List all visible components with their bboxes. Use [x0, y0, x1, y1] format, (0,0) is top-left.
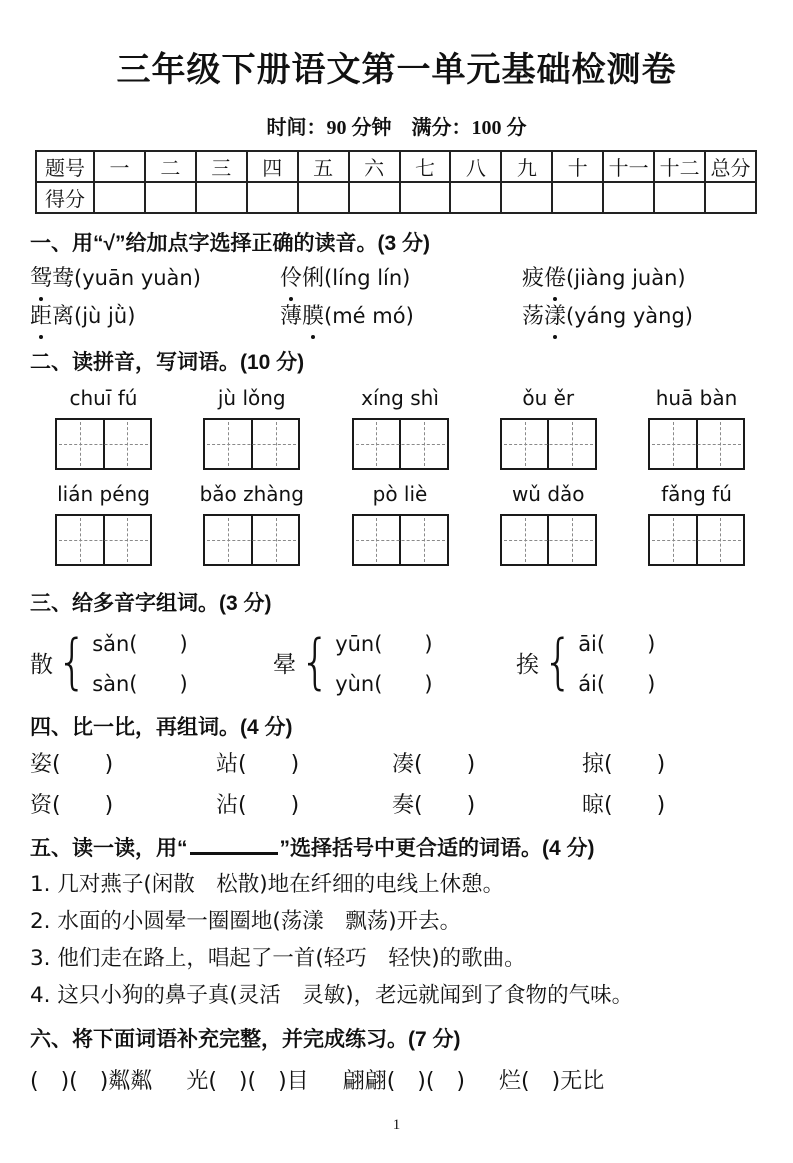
brace-icon: {: [56, 627, 88, 698]
dotted-char: 鸳: [30, 263, 52, 295]
pinyin-word: [352, 482, 449, 566]
pinyin-word: [648, 482, 745, 566]
score-col-3: 三: [196, 151, 247, 182]
word-pre: 薄: [280, 304, 303, 330]
score-cell: [349, 182, 400, 213]
score-col-2: 二: [145, 151, 196, 182]
choose-word-sentence: 2. 水面的小圆晕一圈圈地(荡漾 飘荡)开去。: [30, 909, 462, 935]
section2-heading: 二、读拼音，写词语。(10 分): [30, 351, 305, 375]
fill-in-idiom: ( )( )粼粼: [30, 1068, 153, 1094]
score-table: [35, 150, 757, 214]
pinyin-label: jù lǒng: [217, 386, 286, 411]
writing-box: [648, 514, 745, 566]
pinyin-label: lián péng: [57, 482, 150, 507]
compare-word: 晾( ): [582, 792, 666, 818]
polyphone-reading: sǎn( ): [92, 631, 188, 656]
section1-heading: 一、用“√”给加点字选择正确的读音。(3 分): [30, 232, 431, 255]
compare-word: 沾( ): [216, 792, 300, 818]
polyphone-reading: ái( ): [578, 671, 656, 696]
score-cell: [552, 182, 603, 213]
pronunciation-item: [522, 263, 763, 295]
polyphone-reading: yūn( ): [335, 631, 433, 656]
dotted-char: 漾: [544, 301, 566, 333]
section5-items: [30, 870, 763, 1010]
reading-options: (jiàng juàn): [566, 266, 686, 291]
dotted-char: 距: [30, 301, 52, 333]
section3-heading: 三、给多音字组词。(3 分): [30, 592, 272, 616]
polyphone-reading: yùn( ): [335, 671, 433, 696]
pinyin-word: [500, 482, 597, 566]
score-col-8: 八: [450, 151, 501, 182]
writing-box: [352, 514, 449, 566]
dotted-char: 倦: [544, 263, 566, 295]
polyphone-group: [273, 628, 516, 698]
compare-word: 掠( ): [582, 751, 666, 777]
compare-word: 姿( ): [30, 751, 114, 777]
section4-grid: [30, 747, 763, 819]
brace-icon: {: [299, 627, 331, 698]
section6-items: [30, 1064, 763, 1095]
pinyin-label: chuī fú: [69, 386, 138, 411]
score-cell: [501, 182, 552, 213]
score-col-7: 七: [400, 151, 451, 182]
score-cell: [400, 182, 451, 213]
section6-heading: 六、将下面词语补充完整，并完成练习。(7 分): [30, 1028, 461, 1052]
pinyin-word: [500, 386, 597, 470]
polyphone-readings: [335, 628, 432, 698]
polyphone-readings: [92, 628, 188, 698]
writing-box: [55, 418, 152, 470]
word-post: 离: [52, 304, 75, 330]
choose-word-sentence: 4. 这只小狗的鼻子真(灵活 灵敏)，老远就闻到了食物的气味。: [30, 983, 634, 1009]
score-cell: [247, 182, 298, 213]
polyphone-reading: āi( ): [578, 631, 656, 656]
writing-box: [500, 418, 597, 470]
section4-heading: 四、比一比，再组词。(4 分): [30, 715, 293, 739]
section3-groups: [30, 628, 760, 698]
reading-options: (yáng yàng): [566, 304, 693, 329]
word-post: 鸯: [52, 266, 75, 292]
score-cell: [94, 182, 145, 213]
word-pre: 疲: [522, 266, 545, 292]
score-cell: [450, 182, 501, 213]
writing-box: [203, 418, 300, 470]
writing-box: [203, 514, 300, 566]
score-table-label-defen: 得分: [36, 182, 94, 213]
writing-box: [648, 418, 745, 470]
pinyin-word-row-2: [55, 482, 745, 566]
score-col-total: 总分: [705, 151, 756, 182]
reading-options: (líng lín): [324, 266, 411, 291]
score-cell: [298, 182, 349, 213]
score-table-label-timu: 题号: [36, 151, 94, 182]
compare-word: 站( ): [216, 751, 300, 777]
polyphone-reading: sàn( ): [92, 671, 188, 696]
score-col-12: 十二: [654, 151, 705, 182]
dotted-char: 膜: [302, 301, 324, 333]
dotted-char: 伶: [280, 263, 302, 295]
pronunciation-item: [30, 263, 280, 295]
section5-heading: [30, 835, 763, 862]
reading-options: (yuān yuàn): [74, 266, 201, 291]
fill-in-idiom: 烂( )无比: [499, 1068, 605, 1094]
pinyin-word: [648, 386, 745, 470]
pronunciation-item: [30, 301, 280, 333]
score-table-header-row: [36, 151, 756, 182]
brace-icon: {: [542, 627, 574, 698]
heading-text-post: ”选择括号中更合适的词语。(4 分): [279, 836, 595, 860]
pronunciation-item: [280, 301, 522, 333]
score-col-1: 一: [94, 151, 145, 182]
score-col-9: 九: [501, 151, 552, 182]
compare-word: 凑( ): [392, 751, 476, 777]
compare-word: 奏( ): [392, 792, 476, 818]
score-cell: [145, 182, 196, 213]
pinyin-word: [203, 386, 300, 470]
word-pre: 荡: [522, 304, 545, 330]
pinyin-label: bǎo zhàng: [199, 482, 304, 507]
pinyin-word-row-1: [55, 386, 745, 470]
pinyin-word: [55, 482, 152, 566]
pinyin-label: pò liè: [372, 482, 428, 507]
fill-in-idiom: 翩翩( )( ): [342, 1068, 466, 1094]
pinyin-word: [352, 386, 449, 470]
fill-in-idiom: 光( )( )目: [186, 1068, 309, 1094]
polyphone-char: 晕: [273, 652, 296, 679]
score-cell: [654, 182, 705, 213]
writing-box: [500, 514, 597, 566]
polyphone-group: [516, 628, 759, 698]
pinyin-label: ǒu ěr: [522, 386, 575, 411]
choose-word-sentence: 1. 几对燕子(闲散 松散)地在纤细的电线上休憩。: [30, 872, 505, 898]
pinyin-word: [55, 386, 152, 470]
pronunciation-item: [522, 301, 763, 333]
score-col-11: 十一: [603, 151, 654, 182]
compare-word: 资( ): [30, 792, 114, 818]
pinyin-label: xíng shì: [361, 386, 439, 411]
score-col-5: 五: [298, 151, 349, 182]
reading-options: (mé mó): [324, 304, 414, 329]
score-col-4: 四: [247, 151, 298, 182]
polyphone-char: 散: [30, 652, 53, 679]
word-post: 俐: [302, 266, 325, 292]
writing-box: [352, 418, 449, 470]
pronunciation-item: [280, 263, 522, 295]
score-table-score-row: [36, 182, 756, 213]
score-cell: [196, 182, 247, 213]
score-col-10: 十: [552, 151, 603, 182]
section1-items: [30, 263, 763, 333]
page-number: 1: [392, 1116, 401, 1133]
score-cell: [705, 182, 756, 213]
writing-box: [55, 514, 152, 566]
heading-text-pre: 五、读一读，用“: [30, 836, 188, 860]
score-cell: [603, 182, 654, 213]
pinyin-label: huā bàn: [655, 386, 738, 411]
pinyin-label: fǎng fú: [661, 482, 732, 507]
polyphone-readings: [578, 628, 655, 698]
polyphone-group: [30, 628, 273, 698]
choose-word-sentence: 3. 他们走在路上，唱起了一首(轻巧 轻快)的歌曲。: [30, 946, 526, 972]
score-col-6: 六: [349, 151, 400, 182]
exam-subtitle: 时间：90 分钟 满分：100 分: [266, 117, 527, 139]
reading-options: (jù jǜ): [74, 304, 136, 329]
underline-blank: [190, 837, 278, 855]
pinyin-word: [199, 482, 304, 566]
exam-title: 三年级下册语文第一单元基础检测卷: [116, 51, 677, 89]
pinyin-label: wǔ dǎo: [511, 482, 585, 507]
polyphone-char: 挨: [516, 652, 539, 679]
